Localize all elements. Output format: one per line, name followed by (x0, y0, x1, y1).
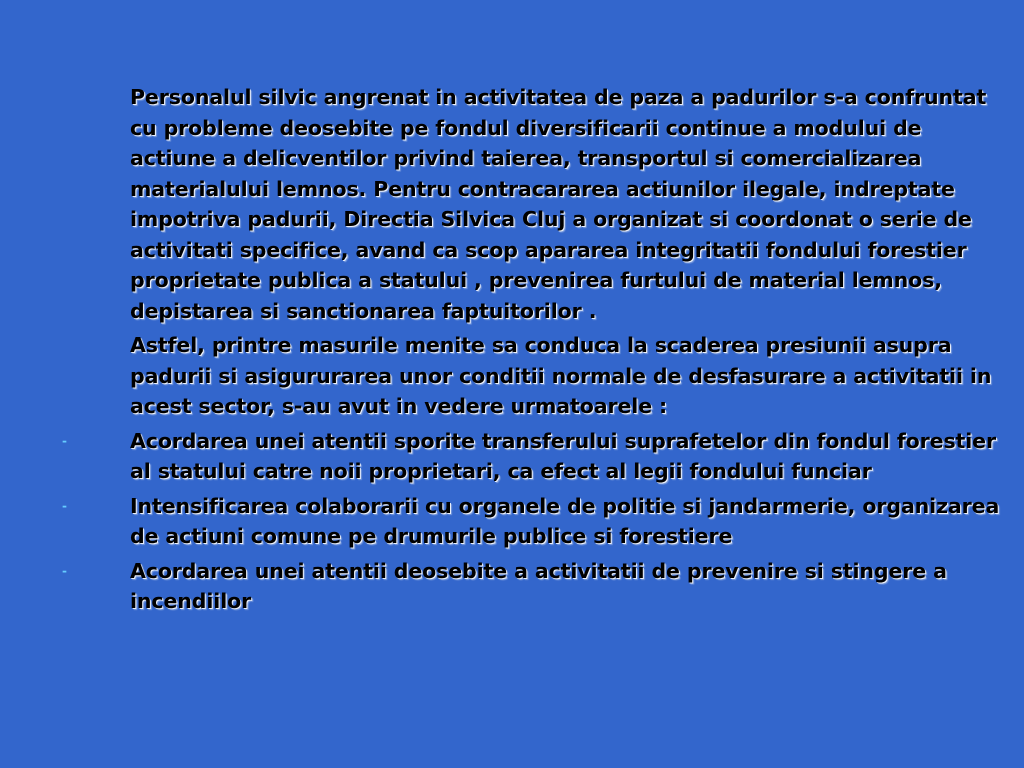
intro-paragraph: Personalul silvic angrenat in activitatea de paza a padurilor s-a confruntat cu probleme deosebite pe fondul diversificarii continue a modului de actiune a delicventilor privind taierea, transportul si comercializarea materialului lemnos. Pentru contracararea actiunilor ilegale, indreptate impotriva padurii, Directia Silvica Cluj a organizat si coordonat o serie de activitati specifice, avand ca scop apararea integritatii fondului forestier proprietate publica a statului , prevenirea furtului de material lemnos, depistarea si sanctionarea faptuitorilor . (130, 85, 987, 323)
slide-body (62, 82, 1000, 621)
bullet-item-police-collaboration (62, 491, 1000, 552)
bullet-item-land-transfer (62, 426, 1000, 487)
measures-paragraph: Astfel, printre masurile menite sa conduca la scaderea presiunii asupra padurii si asigururarea unor conditii normale de desfasurare a activitatii in acest sector, s-au avut in vedere urmatoarele : (130, 333, 992, 418)
bullet-dash-icon: - (62, 563, 67, 578)
bullet-item-label: Intensificarea colaborarii cu organele de politie si jandarmerie, organizarea de actiuni comune pe drumurile publice si forestiere (130, 493, 1000, 548)
bullet-dash-icon: - (62, 433, 67, 448)
bullet-item-label: Acordarea unei atentii sporite transferului suprafetelor din fondul forestier al statului catre noii proprietari, ca efect al legii fondului funciar (130, 428, 996, 483)
bullet-dash-icon: - (62, 498, 67, 513)
bullet-item-label: Acordarea unei atentii deosebite a activitatii de prevenire si stingere a incendiilor (130, 558, 947, 613)
bullet-item-fire-prevention (62, 556, 1000, 617)
